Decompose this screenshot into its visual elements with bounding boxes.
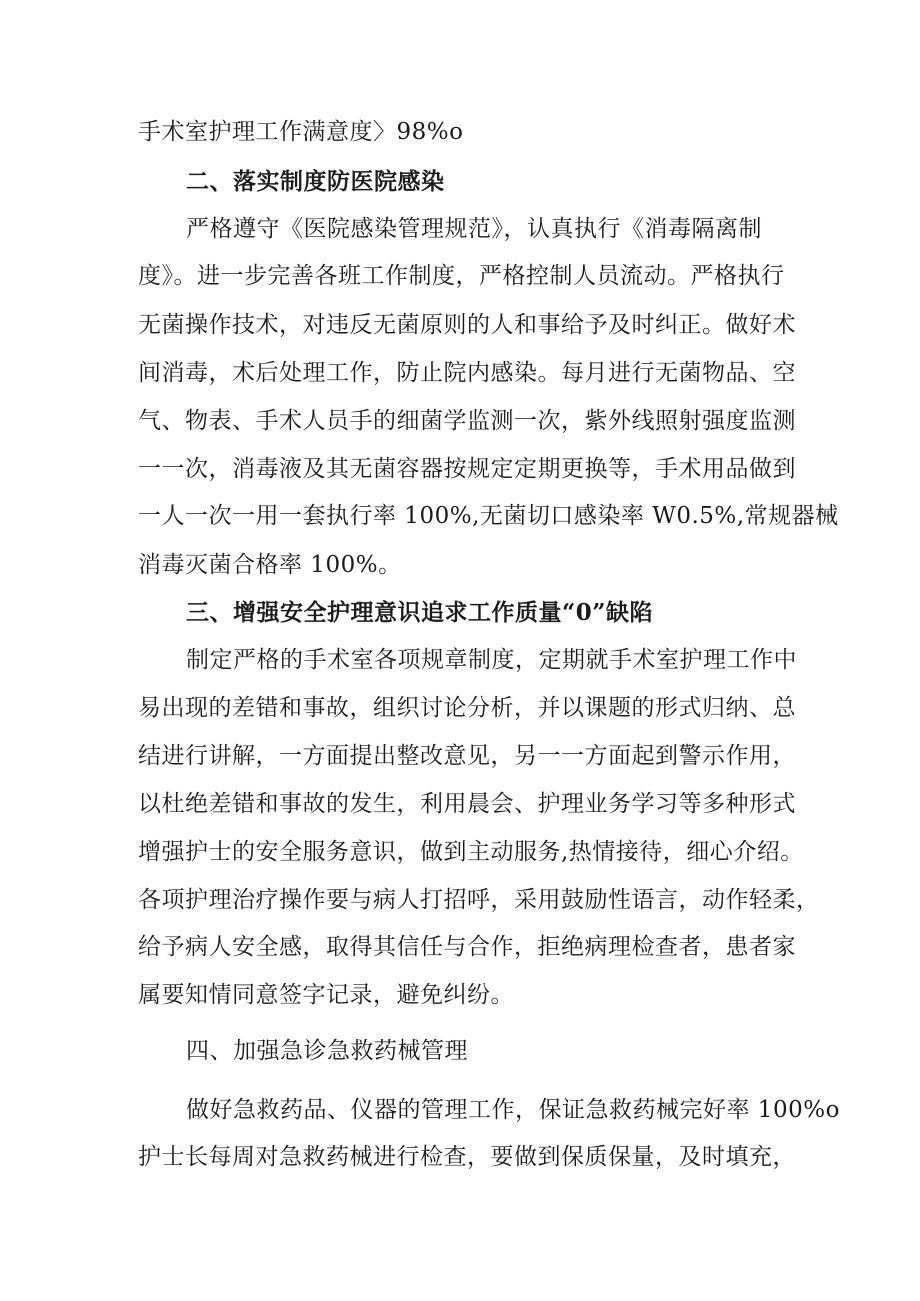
text-line: 制定严格的手术室各项规章制度，定期就手术室护理工作中: [186, 647, 797, 673]
text-line: 一一次，消毒液及其无菌容器按规定定期更换等，手术用品做到: [138, 456, 796, 482]
text-line: 手术室护理工作满意度〉98%o: [138, 119, 464, 145]
text-line: 做好急救药品、仪器的管理工作，保证急救药械完好率 100%o: [186, 1097, 840, 1123]
text-line: 严格遵守《医院感染管理规范》，认真执行《消毒隔离制: [186, 216, 762, 242]
text-line: 度》。进一步完善各班工作制度，严格控制人员流动。严格执行: [138, 263, 785, 289]
section-heading: 四、加强急诊急救药械管理: [186, 1038, 468, 1064]
text-line: 间消毒，术后处理工作，防止院内感染。每月进行无菌物品、空: [138, 360, 796, 386]
text-line: 护士长每周对急救药械进行检查，要做到保质保量，及时填充，: [138, 1144, 796, 1170]
text-line: 易出现的差错和事故，组织讨论分析，并以课题的形式归纳、总: [138, 695, 796, 721]
text-line: 各项护理治疗操作要与病人打招呼，采用鼓励性语言，动作轻柔，: [138, 887, 820, 913]
text-line: 给予病人安全感，取得其信任与合作，拒绝病理检查者，患者家: [138, 934, 796, 960]
text-line: 以杜绝差错和事故的发生，利用晨会、护理业务学习等多种形式: [138, 791, 796, 817]
text-line: 消毒灭菌合格率 100%。: [138, 552, 402, 578]
text-line: 增强护士的安全服务意识，做到主动服务,热情接待，细心介绍。: [138, 839, 804, 865]
text-line: 无菌操作技术，对违反无菌原则的人和事给予及时纠正。做好术: [138, 312, 796, 338]
text-line: 属要知情同意签字记录，避免纠纷。: [138, 982, 514, 1008]
text-line: 一人一次一用一套执行率 100%,无菌切口感染率 W0.5%,常规器械: [138, 503, 839, 529]
section-heading: 三、增强安全护理意识追求工作质量“0”缺陷: [186, 599, 653, 626]
text-line: 气、物表、手术人员手的细菌学监测一次，紫外线照射强度监测: [138, 408, 796, 434]
text-line: 结进行讲解，一方面提出整改意见，另一一方面起到警示作用，: [138, 743, 796, 769]
section-heading: 二、落实制度防医院感染: [186, 168, 445, 195]
